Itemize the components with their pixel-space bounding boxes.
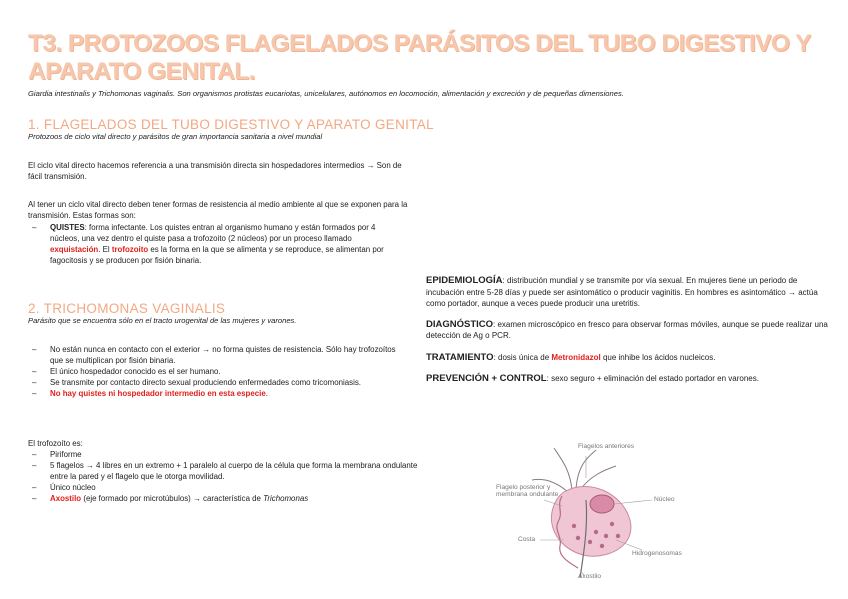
trof-list (28, 449, 420, 504)
list-item: – Se transmite por contacto directo sexual produciendo enfermedades como tricomoniasis. (28, 377, 403, 388)
axostilo-italic: Trichomonas (263, 494, 309, 503)
prevencion (426, 373, 836, 385)
diag-text: : examen microscópico en fresco para observar formas móviles, aunque se puede realizar una detección de Ag o PCR. (426, 319, 828, 340)
epi-label: EPIDEMIOLOGÍA (426, 275, 503, 286)
trat-text-2: que inhibe los ácidos nucleicos. (600, 352, 716, 362)
list-item (28, 493, 420, 504)
exquistacion-term: exquistación (50, 245, 99, 254)
section-2 (28, 301, 448, 325)
label-nucleo: Núcleo (654, 496, 675, 503)
label-hidrogenosomas: Hidrogenosomas (632, 550, 682, 557)
section-1-subtitle: Protozoos de ciclo vital directo y parásitos de gran importancia sanitaria a nivel mundial (28, 132, 323, 141)
section-1-p1: El ciclo vital directo hacemos referencia a una transmisión directa sin hospedadores intermedios → Son de fácil transmisión. (28, 161, 402, 181)
tratamiento (426, 352, 836, 364)
epidemiologia (426, 275, 836, 310)
axostilo-term: Axostilo (50, 494, 82, 503)
quistes-text-3: es la forma en la que se alimenta y se reproduce, se alimentan por fagocitosis y se producen por fisión binaria. (50, 245, 384, 265)
list-item: – Piriforme (28, 449, 420, 460)
trichomonas-illustration (492, 440, 690, 583)
epi-text: : distribución mundial y se transmite por vía sexual. En mujeres tiene un periodo de incubación entre 5-28 días y puede ser asintomático o producir vaginitis. En hombres es asintomático → actúa como portador, aunque a veces puede producir una uretritis. (426, 276, 818, 308)
list-item: – Único núcleo (28, 482, 420, 493)
prev-label: PREVENCIÓN + CONTROL (426, 373, 547, 384)
label-costa: Costa (518, 536, 536, 543)
forms-list (28, 222, 393, 266)
list-item: – No están nunca en contacto con el exterior → no forma quistes de resistencia. Sólo hay trofozoítos que se multiplican por fisión binaria. (28, 344, 403, 366)
page-title: T3. PROTOZOOS FLAGELADOS PARÁSITOS DEL TUBO DIGESTIVO Y APARATO GENITAL. (28, 30, 811, 85)
section-1 (28, 117, 448, 141)
trat-label: TRATAMIENTO (426, 351, 494, 363)
label-axostilo: Axostilo (578, 573, 602, 580)
trof-intro: El trofozoíto es: (28, 439, 83, 448)
section-1-p2: Al tener un ciclo vital directo deben tener formas de resistencia al medio ambiente al que se exponen para la transmisión. Estas formas son: (28, 200, 408, 220)
list-item: – No hay quistes ni hospedador intermedio en esta especie. (28, 388, 403, 399)
label-flagelos: Flagelos anteriores (578, 443, 635, 450)
diag-label: DIAGNÓSTICO (426, 318, 494, 330)
quistes-text: : forma infectante. Los quistes entran al organismo humano y están formados por 4 núcleos, una vez dentro el quiste pasa a trofozoito (2 núcleos) por un proceso llamado (50, 223, 376, 243)
section-1-heading: 1. FLAGELADOS DEL TUBO DIGESTIVO Y APARATO GENITAL (28, 117, 434, 132)
trat-drug: Metronidazol (551, 352, 601, 362)
intro-text: Giardia intestinalis y Trichomonas vaginalis. Son organismos protistas eucariotas, unicelulares, autónomos en locomoción, alimentación y excreción y de pequeñas dimensiones. (28, 89, 624, 98)
trichomonas-figure (492, 440, 690, 583)
trofozoito-term: trofozoito (111, 245, 149, 254)
diagnostico (426, 319, 836, 342)
trat-text: : dosis única de (493, 352, 552, 362)
list-item: – 5 flagelos → 4 libres en un extremo + 1 paralelo al cuerpo de la célula que forma la membrana ondulante entre la pared y el flagelo que le otorga movilidad. (28, 460, 420, 482)
quistes-text-2: . El (98, 245, 112, 254)
right-column (426, 275, 836, 385)
list-item: – El único hospedador conocido es el ser humano. (28, 366, 403, 377)
trichomonas-list (28, 344, 403, 399)
red-item: No hay quistes ni hospedador intermedio en esta especie (50, 389, 266, 398)
label-flagelo-posterior: Flagelo posterior y membrana ondulante (496, 484, 559, 498)
prev-text: : sexo seguro + eliminación del estado portador en varones. (546, 374, 759, 383)
axostilo-text: (eje formado por microtúbulos) → característica de (81, 494, 264, 503)
quistes-label: QUISTES (50, 223, 85, 232)
list-item (28, 222, 393, 266)
section-2-subtitle: Parásito que se encuentra sólo en el tracto urogenital de las mujeres y varones. (28, 316, 297, 325)
section-2-heading: 2. TRICHOMONAS VAGINALIS (28, 301, 226, 316)
